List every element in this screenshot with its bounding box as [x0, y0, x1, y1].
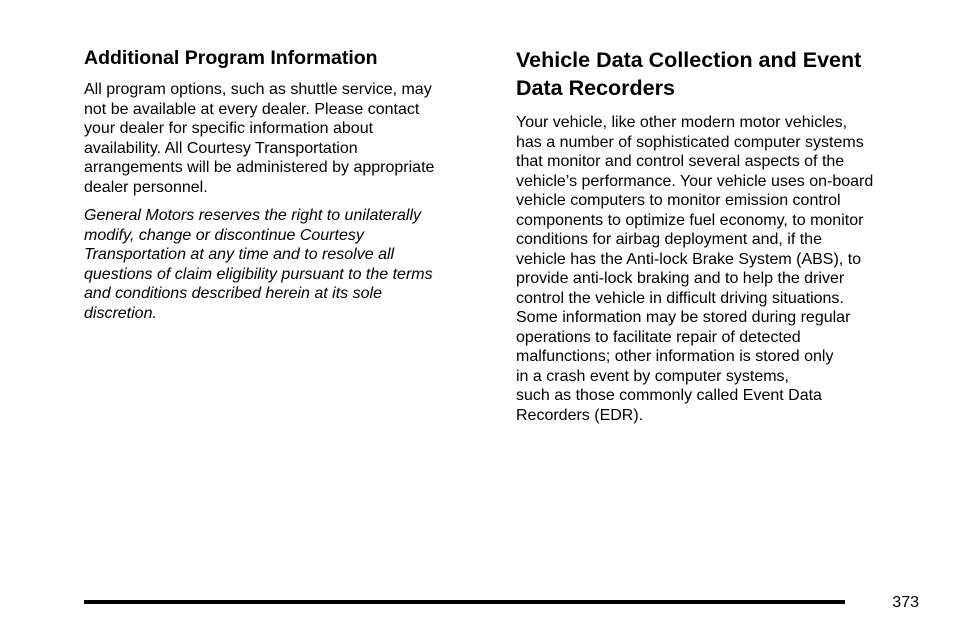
- text-line: in a crash event by computer systems,: [516, 367, 789, 385]
- paragraph-gm-disclaimer: [84, 206, 484, 323]
- text-line: components to optimize fuel economy, to monitor: [516, 211, 864, 229]
- text-line: Your vehicle, like other modern motor vehicles,: [516, 114, 848, 131]
- text-line: General Motors reserves the right to unilaterally: [84, 207, 422, 224]
- right-column: [516, 46, 926, 425]
- text-line: All program options, such as shuttle service, may: [84, 81, 432, 98]
- page-number: 373: [892, 594, 919, 611]
- text-line: operations to facilitate repair of detected: [516, 328, 801, 346]
- text-line: Recorders (EDR).: [516, 406, 644, 424]
- paragraph-vehicle-computers: [516, 113, 926, 425]
- text-line: malfunctions; other information is stored only: [516, 348, 834, 365]
- text-line: availability. All Courtesy Transportation: [84, 139, 358, 157]
- text-line: vehicle computers to monitor emission control: [516, 192, 841, 209]
- text-line: and conditions described herein at its sole: [84, 285, 382, 302]
- text-line: Transportation at any time and to resolve all: [84, 246, 395, 263]
- text-line: conditions for airbag deployment and, if the: [516, 231, 822, 248]
- text-line: Some information may be stored during regular: [516, 309, 851, 326]
- text-line: provide anti-lock braking and to help the driver: [516, 270, 845, 287]
- heading-line: Data Recorders: [516, 76, 675, 100]
- section-heading-additional-program-info: Additional Program Information: [84, 47, 378, 69]
- heading-line: Vehicle Data Collection and Event: [516, 48, 862, 72]
- text-line: questions of claim eligibility pursuant to the terms: [84, 265, 433, 283]
- text-line: discretion.: [84, 304, 157, 322]
- text-line: arrangements will be administered by appropriate: [84, 159, 435, 176]
- section-heading-vehicle-data-collection: [516, 46, 926, 102]
- left-column: [84, 46, 484, 323]
- text-line: your dealer for specific information about: [84, 120, 374, 137]
- paragraph-program-options: [84, 80, 484, 197]
- text-line: vehicle’s performance. Your vehicle uses on-board: [516, 172, 874, 190]
- text-line: control the vehicle in difficult driving situations.: [516, 289, 844, 307]
- text-line: vehicle has the Anti-lock Brake System (ABS), to: [516, 250, 862, 268]
- text-line: modify, change or discontinue Courtesy: [84, 226, 364, 244]
- text-line: has a number of sophisticated computer systems: [516, 133, 864, 151]
- text-line: dealer personnel.: [84, 178, 208, 196]
- footer-rule: [84, 600, 845, 604]
- text-line: such as those commonly called Event Data: [516, 387, 822, 404]
- text-line: not be available at every dealer. Please contact: [84, 100, 420, 118]
- text-line: that monitor and control several aspects of the: [516, 153, 845, 170]
